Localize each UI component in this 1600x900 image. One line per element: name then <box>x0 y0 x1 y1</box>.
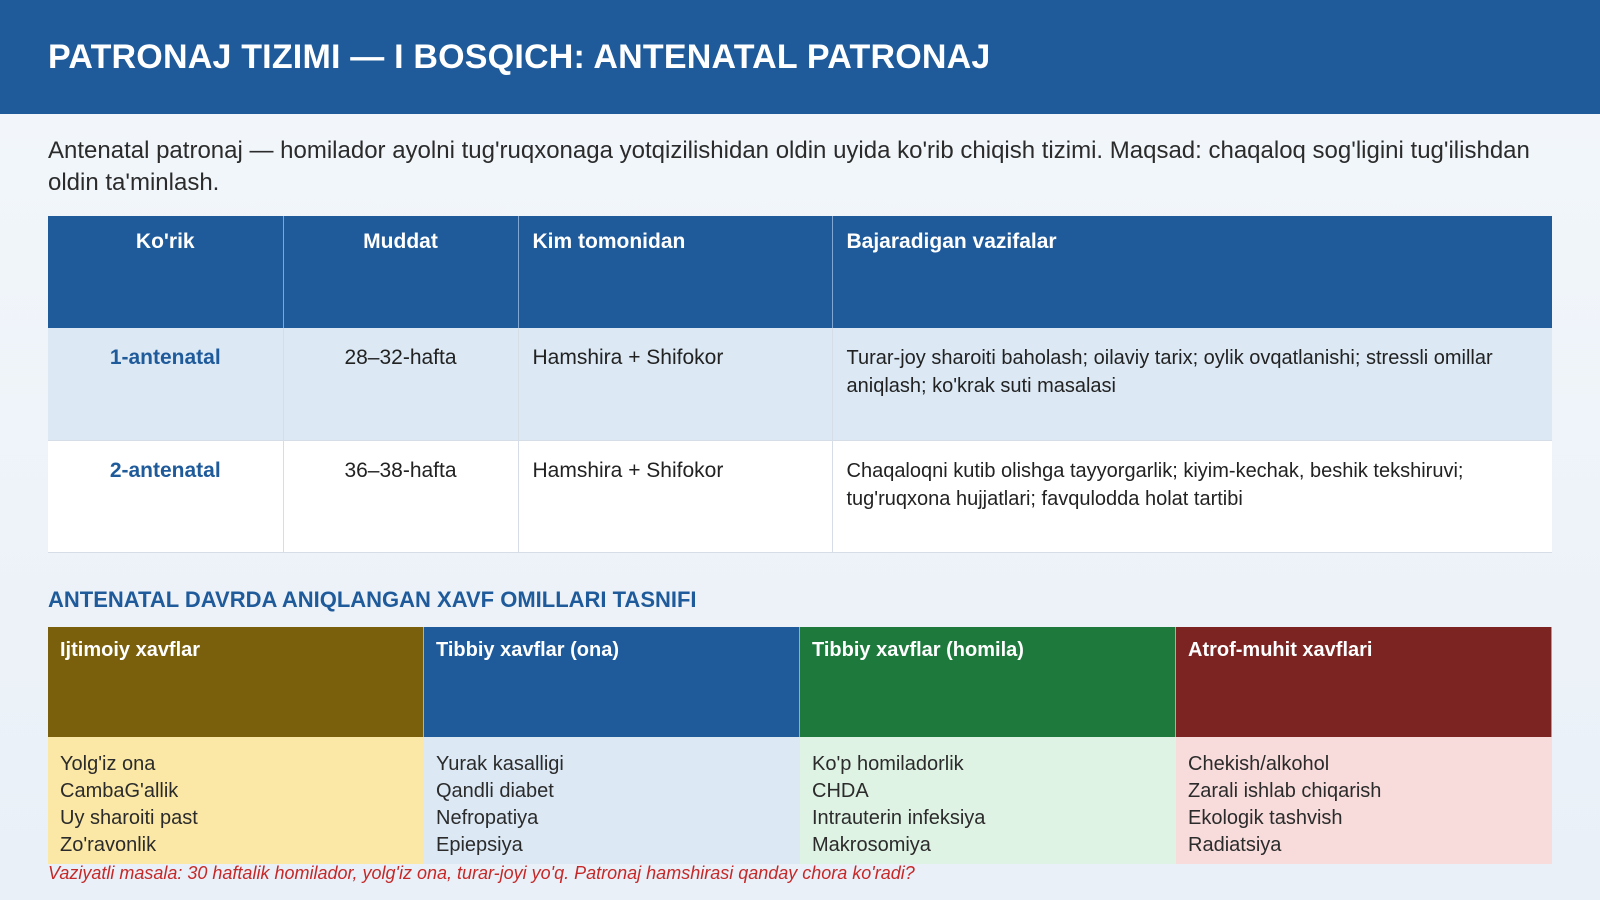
list-item: CHDA <box>812 780 869 802</box>
page-title: PATRONAJ TIZIMI — I BOSQICH: ANTENATAL PATRONAJ <box>48 38 991 76</box>
risk-category-body <box>48 737 424 864</box>
visit-name: 2-antenatal <box>48 440 283 552</box>
visit-name: 1-antenatal <box>48 328 283 440</box>
list-item: Epiepsiya <box>436 834 523 856</box>
list-item: Intrauterin infeksiya <box>812 807 986 829</box>
list-item: Ekologik tashvish <box>1188 807 1343 829</box>
risk-section-title: ANTENATAL DAVRDA ANIQLANGAN XAVF OMILLARI TASNIFI <box>48 587 697 612</box>
list-item: Nefropatiya <box>436 807 539 829</box>
list-item: Radiatsiya <box>1188 834 1282 856</box>
list-item: Makrosomiya <box>812 834 931 856</box>
table-row <box>48 328 1552 440</box>
antenatal-visits-table <box>48 216 1552 553</box>
risk-category-header: Atrof-muhit xavflari <box>1176 627 1552 737</box>
column-header-tasks: Bajaradigan vazifalar <box>832 216 1552 328</box>
list-item: CambaG'allik <box>60 780 179 802</box>
list-item: Uy sharoiti past <box>60 807 198 829</box>
table-row <box>48 440 1552 552</box>
visit-period: 36–38-hafta <box>283 440 518 552</box>
case-study-note: Vaziyatli masala: 30 haftalik homilador, yolg'iz ona, turar-joyi yo'q. Patronaj hamshirasi qanday chora ko'radi? <box>48 863 915 883</box>
list-item: Zo'ravonlik <box>60 834 157 856</box>
list-item: Qandli diabet <box>436 780 554 802</box>
list-item: Zarali ishlab chiqarish <box>1188 780 1382 802</box>
visit-period: 28–32-hafta <box>283 328 518 440</box>
list-item: Chekish/alkohol <box>1188 753 1330 775</box>
risk-category-body <box>424 737 800 864</box>
visit-tasks: Turar-joy sharoiti baholash; oilaviy tarix; oylik ovqatlanishi; stressli omillar aniqlash; ko'krak suti masalasi <box>832 328 1552 440</box>
column-header-by: Kim tomonidan <box>518 216 832 328</box>
visit-performer: Hamshira + Shifokor <box>518 328 832 440</box>
table-header-row <box>48 216 1552 328</box>
risk-category-body <box>1176 737 1552 864</box>
column-header-period: Muddat <box>283 216 518 328</box>
title-banner <box>0 0 1600 114</box>
risk-category-header: Ijtimoiy xavflar <box>48 627 424 737</box>
risk-category-body <box>800 737 1176 864</box>
risk-category-header: Tibbiy xavflar (homila) <box>800 627 1176 737</box>
risk-factors-table <box>48 627 1552 864</box>
list-item: Yolg'iz ona <box>60 753 156 775</box>
risk-category-header: Tibbiy xavflar (ona) <box>424 627 800 737</box>
column-header-visit: Ko'rik <box>48 216 283 328</box>
visit-tasks: Chaqaloqni kutib olishga tayyorgarlik; kiyim-kechak, beshik tekshiruvi; tug'ruqxona hujjatlari; favqulodda holat tartibi <box>832 440 1552 552</box>
visit-performer: Hamshira + Shifokor <box>518 440 832 552</box>
list-item: Ko'p homiladorlik <box>812 753 964 775</box>
list-item: Yurak kasalligi <box>436 753 564 775</box>
intro-paragraph: Antenatal patronaj — homilador ayolni tug'ruqxonaga yotqizilishidan oldin uyida ko'rib chiqish tizimi. Maqsad: chaqaloq sog'ligini tug'ilishdan oldin ta'minlash. <box>48 137 1530 196</box>
